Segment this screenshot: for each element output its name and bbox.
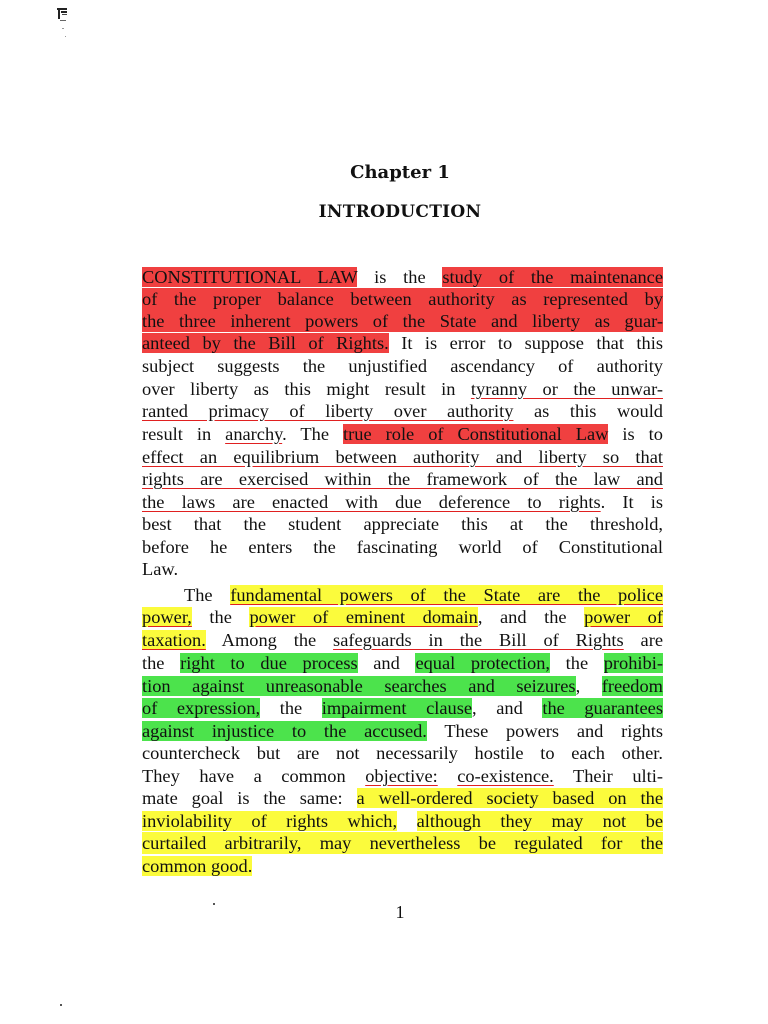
text-span: over liberty as this might result in: [142, 379, 471, 399]
text-line: countercheck but are not necessarily hostile to each other.: [142, 743, 663, 763]
underlined-text: effect an equilibrium between authority and liberty so that: [142, 447, 663, 467]
scan-speck: [60, 1004, 62, 1006]
text-line: [142, 697, 663, 719]
chapter-title: INTRODUCTION: [318, 202, 482, 222]
text-line: Law.: [142, 559, 179, 579]
scan-speck: [213, 903, 215, 905]
highlight-yellow: common good.: [142, 856, 253, 876]
text-span: These powers and rights: [426, 721, 663, 741]
text-span: mate goal is the same:: [142, 788, 357, 808]
text-line: before he enters the fascinating world of Constitutional: [142, 537, 663, 557]
text-span: Their ulti-: [553, 766, 663, 786]
text-span: Among the: [205, 630, 334, 650]
text-line: of the proper balance between authority as represented by: [142, 289, 663, 309]
text-line: [142, 787, 663, 809]
highlight-yellow: although they may not be: [416, 811, 663, 831]
text-line: [142, 810, 663, 832]
page-number: 1: [395, 902, 405, 922]
highlight-yellow: taxation.: [142, 630, 206, 650]
text-line: [142, 491, 663, 513]
text-span: result in: [142, 424, 226, 444]
text-line: [142, 584, 663, 606]
underlined-text: objective:: [365, 766, 438, 786]
text-span: the: [142, 653, 181, 673]
highlight-green: freedom: [601, 676, 663, 696]
underlined-text: safeguards in the Bill of Rights: [333, 630, 624, 650]
text-span: the: [191, 607, 250, 627]
text-span: . The: [282, 424, 344, 444]
highlight-yellow: power of: [584, 607, 663, 627]
text-span: and: [357, 653, 416, 673]
text-span: , and the: [477, 607, 585, 627]
highlight-green: the guarantees: [542, 698, 663, 718]
text-span: The: [184, 585, 231, 605]
highlight-red: true role of Constitutional Law: [343, 424, 609, 444]
highlight-green: against injustice to the accused.: [142, 721, 427, 741]
underlined-text: co-existence.: [457, 766, 554, 786]
highlight-red: CONSTITUTIONAL LAW: [142, 267, 358, 287]
text-line: [142, 629, 663, 651]
underlined-text: the laws are enacted with due deference to rights: [142, 492, 601, 512]
text-line: [142, 765, 663, 787]
text-span: the: [260, 698, 322, 718]
text-line: [142, 720, 663, 742]
highlight-green: tion against unreasonable searches and seizures: [142, 676, 576, 696]
highlight-yellow: power of eminent domain: [249, 607, 478, 627]
highlight-red: study of the maintenance: [442, 267, 664, 287]
text-span: ,: [575, 676, 602, 696]
text-line: subject suggests the unjustified ascendancy of authority: [142, 356, 663, 376]
text-line: the three inherent powers of the State and liberty as guar-: [142, 311, 663, 331]
highlight-green: impairment clause: [321, 698, 473, 718]
underlined-text: tyranny or the unwar-: [470, 379, 663, 399]
chapter-number: Chapter 1: [350, 162, 450, 183]
text-line: [142, 423, 663, 445]
text-span: [438, 766, 458, 786]
highlight-green: right to due process: [180, 653, 358, 673]
text-line: [142, 675, 663, 697]
highlight-green: of expression,: [142, 698, 261, 718]
scan-artifact-mark: [56, 6, 70, 46]
highlight-yellow: inviolability of rights which,: [142, 811, 398, 831]
text-span: [397, 811, 416, 831]
text-span: is the: [357, 267, 443, 287]
text-span: are: [623, 630, 663, 650]
text-line: [142, 652, 663, 674]
highlight-green: equal protection,: [415, 653, 551, 673]
highlight-yellow: a well-ordered society based on the: [356, 788, 663, 808]
text-line: [142, 855, 663, 877]
text-line: curtailed arbitrarily, may nevertheless be regulated for the: [142, 833, 663, 853]
highlight-yellow: fundamental powers of the State are the police: [230, 585, 663, 605]
text-line: [142, 606, 663, 628]
text-line: [142, 468, 663, 490]
underlined-text: rights are exercised within the framework of the law and: [142, 469, 663, 489]
text-line: best that the student appreciate this at the threshold,: [142, 514, 663, 534]
text-line: [142, 266, 663, 288]
text-span: . It is: [600, 492, 663, 512]
text-line: [142, 332, 663, 354]
highlight-red: anteed by the Bill of Rights.: [142, 333, 389, 353]
text-span: is to: [608, 424, 663, 444]
underlined-text: ranted primacy of liberty over authority: [142, 401, 514, 421]
text-span: the: [550, 653, 604, 673]
text-span: It is error to suppose that this: [388, 333, 663, 353]
highlight-green: prohibi-: [603, 653, 663, 673]
text-line: [142, 400, 663, 422]
highlight-yellow: power,: [142, 607, 192, 627]
text-span: as this would: [513, 401, 663, 421]
text-line: [142, 446, 663, 468]
text-span: They have a common: [142, 766, 366, 786]
underlined-text: anarchy: [225, 424, 283, 444]
text-span: , and: [472, 698, 543, 718]
text-line: [142, 378, 663, 400]
